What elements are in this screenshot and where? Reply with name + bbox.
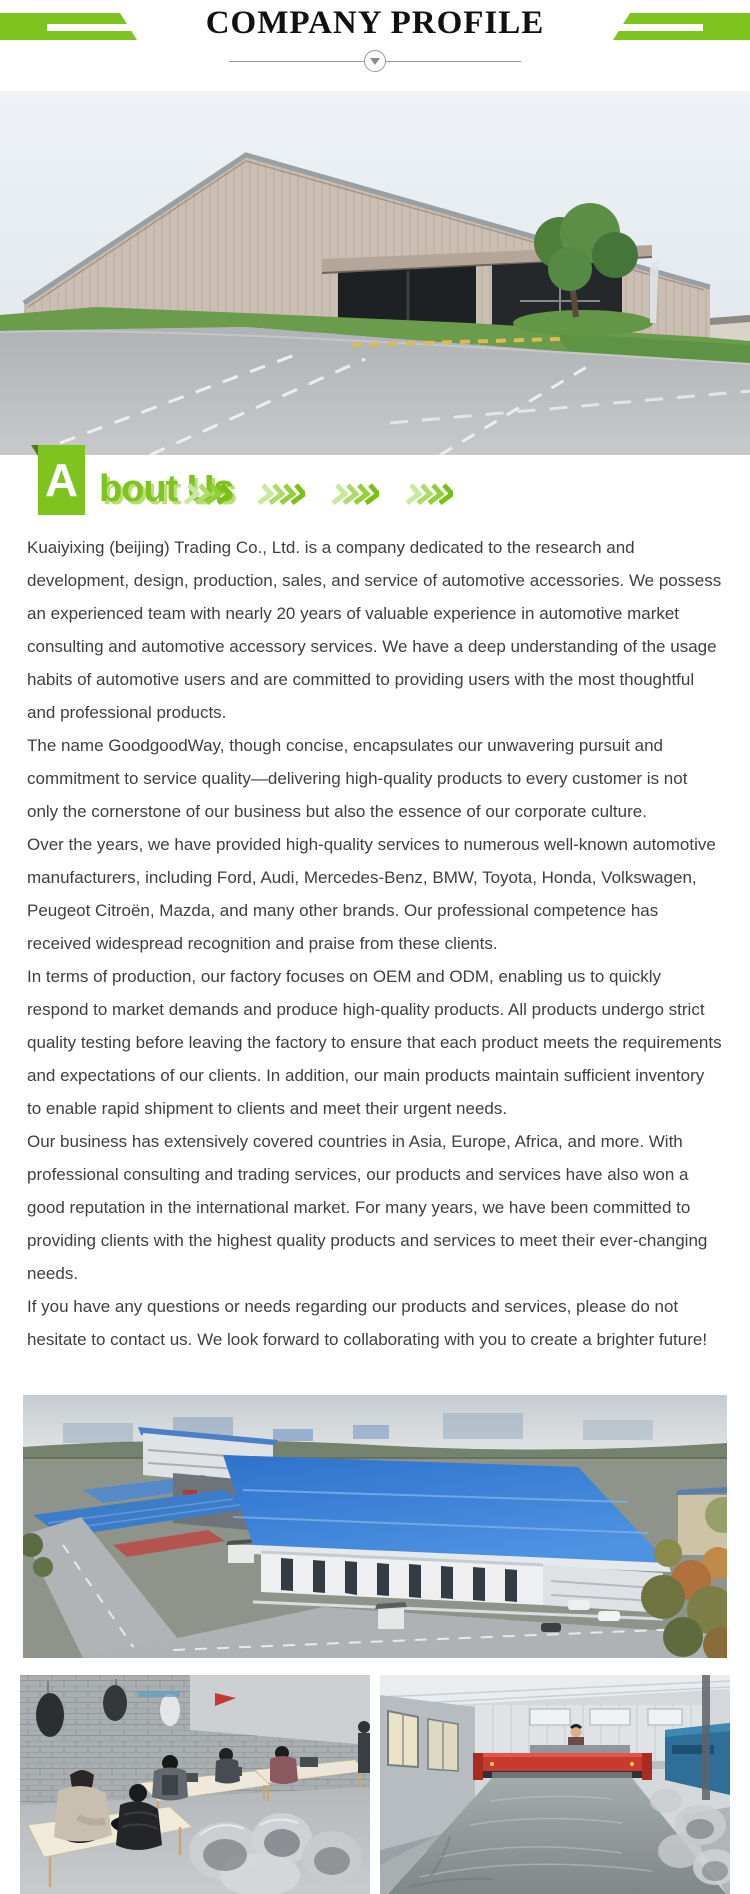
factory-aerial-photo [23, 1395, 727, 1658]
header-ribbon-right-icon [613, 13, 750, 40]
about-us-body [0, 531, 750, 1374]
header-ribbon-left-icon [0, 13, 137, 40]
workshop-photo-row [20, 1675, 730, 1894]
chevron-arrows-icon [405, 483, 453, 505]
factory-exterior-photo [0, 91, 750, 455]
worker [270, 1756, 298, 1784]
about-letter-badge: A [38, 445, 85, 515]
paragraph-company-intro: Kuaiyixing (beijing) Trading Co., Ltd. is a company dedicated to the research and development, design, production, sales, and service of automotive accessories. We possess an experienced team with nearly 20 years of valuable experience in automotive market consulting and automotive accessory services. We have a deep understanding of the usage habits of automotive users and are committed to providing users with the most thoughtful and professional products. [27, 538, 722, 722]
paragraph-contact: If you have any questions or needs regarding our products and services, please do not hesitate to contact us. We look forward to collaborating with you to create a brighter future! [27, 1297, 708, 1349]
chevron-arrows-icon [257, 483, 305, 505]
paragraph-clients: Over the years, we have provided high-quality services to numerous well-known automotive manufacturers, including Ford, Audi, Mercedes-Benz, BMW, Toyota, Honda, Volkswagen, Peugeot Citroën, Mazda, and many other brands. Our professional competence has received widespread recognition and praise from these clients. [27, 835, 716, 953]
chevron-arrows-icon [183, 483, 231, 505]
paragraph-production: In terms of production, our factory focuses on OEM and ODM, enabling us to quickly respond to market demands and produce high-quality products. All products undergo strict quality testing before leaving the factory to ensure that each product meets the requirements and expectations of our clients. In addition, our main products maintain sufficient inventory to enable rapid shipment to clients and meet their urgent needs. [27, 967, 722, 1118]
company-profile-header [0, 0, 750, 91]
about-us-heading [0, 455, 750, 531]
chevron-arrows-icon [331, 483, 379, 505]
down-arrow-icon [370, 58, 380, 65]
page-title: COMPANY PROFILE [205, 5, 545, 41]
chevron-arrow-row [183, 483, 453, 505]
factory-aerial-illustration [23, 1395, 727, 1658]
paragraph-markets: Our business has extensively covered countries in Asia, Europe, Africa, and more. With professional consulting and trading services, our products and services have also won a good reputation in the international market. For many years, we have been committed to providing clients with the highest quality products and services to meet their ever-changing needs. [27, 1132, 708, 1283]
paragraph-brand-name: The name GoodgoodWay, though concise, encapsulates our unwavering pursuit and commitment to service quality—delivering high-quality products to every customer is not only the cornerstone of our business but also the essence of our corporate culture. [27, 736, 688, 821]
sewing-workshop-illustration [20, 1675, 370, 1894]
about-title-text: bout Us [99, 468, 234, 510]
fabric-machine-illustration [380, 1675, 730, 1894]
gatehouse [378, 1609, 404, 1629]
sewing-workshop-photo [20, 1675, 370, 1894]
factory-exterior-illustration [0, 91, 750, 455]
fabric-spreading-machine-photo [380, 1675, 730, 1894]
scroll-down-indicator [364, 50, 386, 72]
